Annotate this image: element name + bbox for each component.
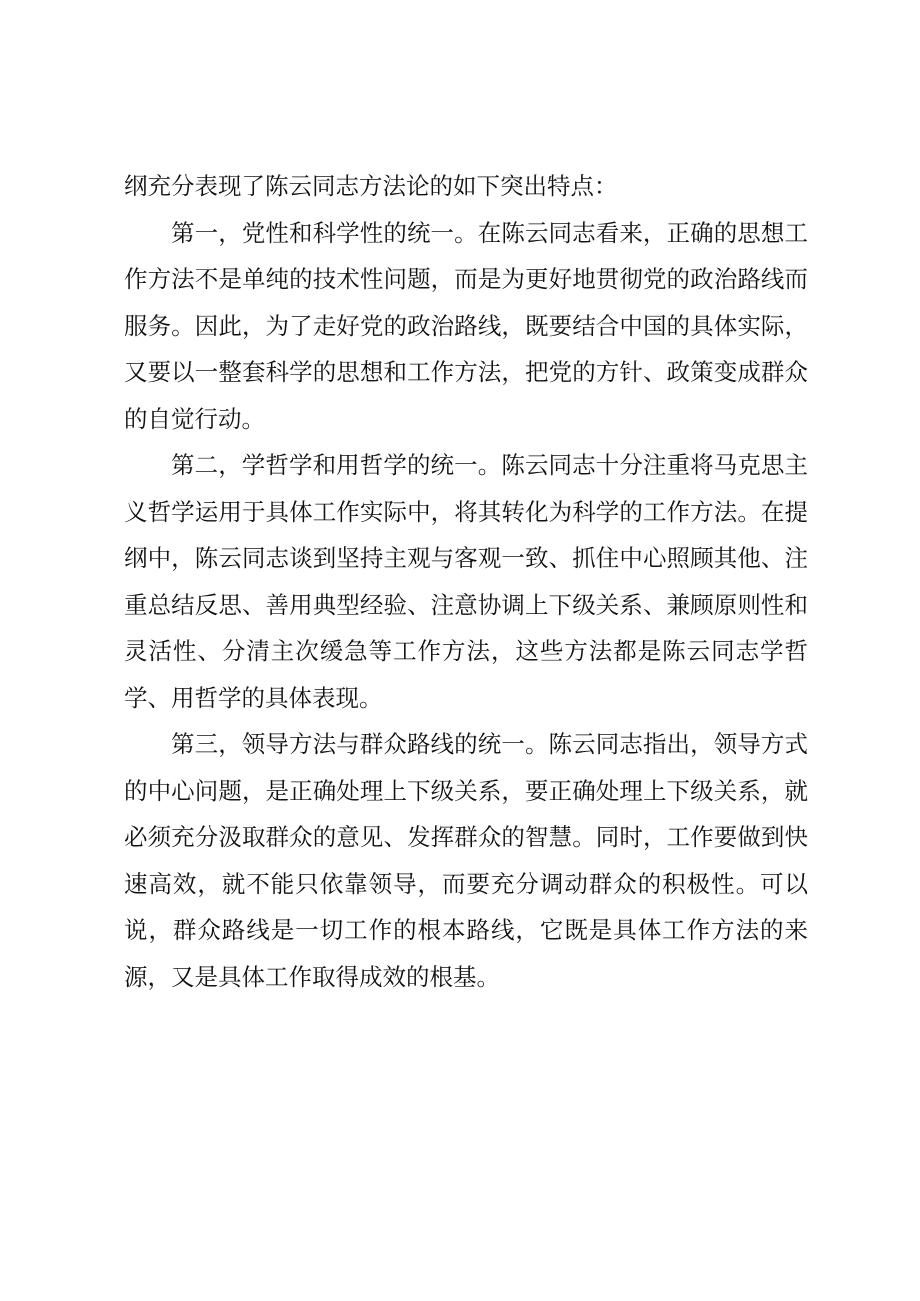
paragraph-continuation: 纲充分表现了陈云同志方法论的如下突出特点： bbox=[124, 172, 618, 200]
paragraph-third-point: 第三，领导方法与群众路线的统一。陈云同志指出，领导方式的中心问题，是正确处理上下级关系，要正确处理上下级关系，就必须充分汲取群众的意见、发挥群众的智慧。同时，工作要做到快速高效，就不能只依靠领导，而要充分调动群众的积极性。可以说，群众路线是一切工作的根本路线，它既是具体工作方法的来源，又是具体工作取得成效的根基。 bbox=[124, 730, 808, 991]
document-body bbox=[124, 163, 808, 1000]
paragraph-first-point: 第一，党性和科学性的统一。在陈云同志看来，正确的思想工作方法不是单纯的技术性问题，而是为更好地贯彻党的政治路线而服务。因此，为了走好党的政治路线，既要结合中国的具体实际，又要以一整套科学的思想和工作方法，把党的方针、政策变成群众的自觉行动。 bbox=[124, 218, 808, 433]
paragraph-second-point: 第二，学哲学和用哲学的统一。陈云同志十分注重将马克思主义哲学运用于具体工作实际中，将其转化为科学的工作方法。在提纲中，陈云同志谈到坚持主观与客观一致、抓住中心照顾其他、注重总结反思、善用典型经验、注意协调上下级关系、兼顾原则性和灵活性、分清主次缓急等工作方法，这些方法都是陈云同志学哲学、用哲学的具体表现。 bbox=[124, 451, 808, 712]
